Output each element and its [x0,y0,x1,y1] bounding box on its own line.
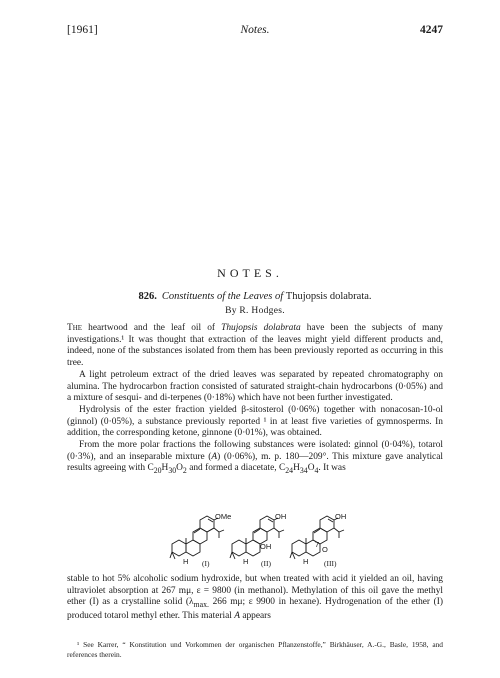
header-year: [1961] [67,24,98,36]
paragraph-3: Hydrolysis of the ester fraction yielded β-sitosterol (0·06%) together with nonacosan-10-ol (ginnol) (0·05%), a substance previously reported ¹ in at least five varieties of gymnosperms. In addition, the corresponding ketone, ginnone (0·01%), was obtained. [67,404,443,439]
p4-sub4: 24 [285,466,294,476]
label-II: (II) [261,559,271,568]
page-number: 4247 [420,24,443,36]
oh-label-2b: OH [260,542,272,551]
ome-label: OMe [215,512,232,521]
p4-sub6: 4 [314,466,319,476]
o-label-3: O [322,545,328,554]
p5-a: stable to hot 5% alcoholic sodium hydroxide, but when treated with acid it yielded an oil, having ultraviolet absorption at 267 mμ, ε = 9800 (in methanol). Methylation of this oil gave the methyl ether (I) as a crystalline solid (λ [67,574,443,608]
p4-sub2: 30 [168,466,177,476]
p5-material-a: A [234,610,240,621]
p4-f: H [293,463,300,474]
p5-sub: max. [193,600,209,610]
article-body-bottom [67,574,443,623]
footnote [67,640,443,659]
oh-label-3: OH [335,512,347,521]
p4-g: O [307,463,315,474]
page-header [67,24,443,40]
h-label-2: H [243,557,249,566]
chemical-structures [164,504,347,572]
p1-text-b: have been the subjects of many investigations.¹ It was thought that extraction of the leaves might yield different products and, indeed, none of the substances isolated from them has been previously reported as occurring in this tree. [67,323,443,369]
h-label-1: H [183,557,189,566]
article-title [67,291,443,302]
article-body-top [67,323,443,477]
title-prefix: Constituents of the Leaves of [161,291,284,302]
article-number: 826. [138,291,157,302]
oh-label-2: OH [275,512,287,521]
drop-word: The [67,323,83,333]
p4-a: From the more polar fractions the following substances were isolated: ginnol (0·04%), totarol (0·3%), and an inseparable mixture ( [67,440,443,462]
p4-d: O [176,463,183,474]
p1-species: Thujopsis dolabrata [221,323,301,333]
p4-h: . It was [318,463,346,474]
p4-sub3: 2 [182,466,187,476]
p4-mixture-a: A [211,451,218,462]
p1-text-a: heartwood and the leaf oil of [82,323,222,333]
p5-c: appears [239,610,271,621]
title-species: Thujopsis dolabrata. [285,291,372,302]
seven-label: 7 [315,540,320,549]
paragraph-2: A light petroleum extract of the dried leaves was separated by repeated chromatography on alumina. The hydrocarbon fraction consisted of saturated straight-chain hydrocarbons (0·05%) and a mixture of sesqui- and di-terpenes (0·18%) which have not been further investigated. [67,369,443,404]
structure-2 [230,516,284,559]
paragraph-1 [67,323,443,370]
structure-3 [290,516,344,559]
p4-e: and formed a diacetate, C [186,463,286,474]
p4-sub5: 34 [299,466,308,476]
p4-sub1: 20 [153,466,162,476]
section-title: NOTES. [217,266,283,280]
label-III: (III) [324,559,337,568]
paragraph-4 [67,440,443,477]
p4-b: ) (0·06%), m. p. 180—209°. This mixture gave analytical results agreeing with C [67,451,443,474]
structure-drawing [164,504,347,572]
footnote-1: ¹ See Karrer, “ Konstitution und Vorkommen der organischen Pflanzenstoffe,” Birkhäuser, A.-G., Basle, 1958, and references therein. [67,640,443,659]
running-title: Notes. [240,24,270,36]
paragraph-5 [67,574,443,623]
p4-c: H [161,463,169,474]
structure-1 [170,516,224,559]
p5-b: 266 mμ; ε 9900 in hexane). Hydrogenation of the ether (I) produced totarol methyl ether. This material [67,597,444,621]
label-I: (I) [202,559,210,568]
byline: By R. Hodges. [225,306,285,316]
h-label-3: H [303,557,309,566]
